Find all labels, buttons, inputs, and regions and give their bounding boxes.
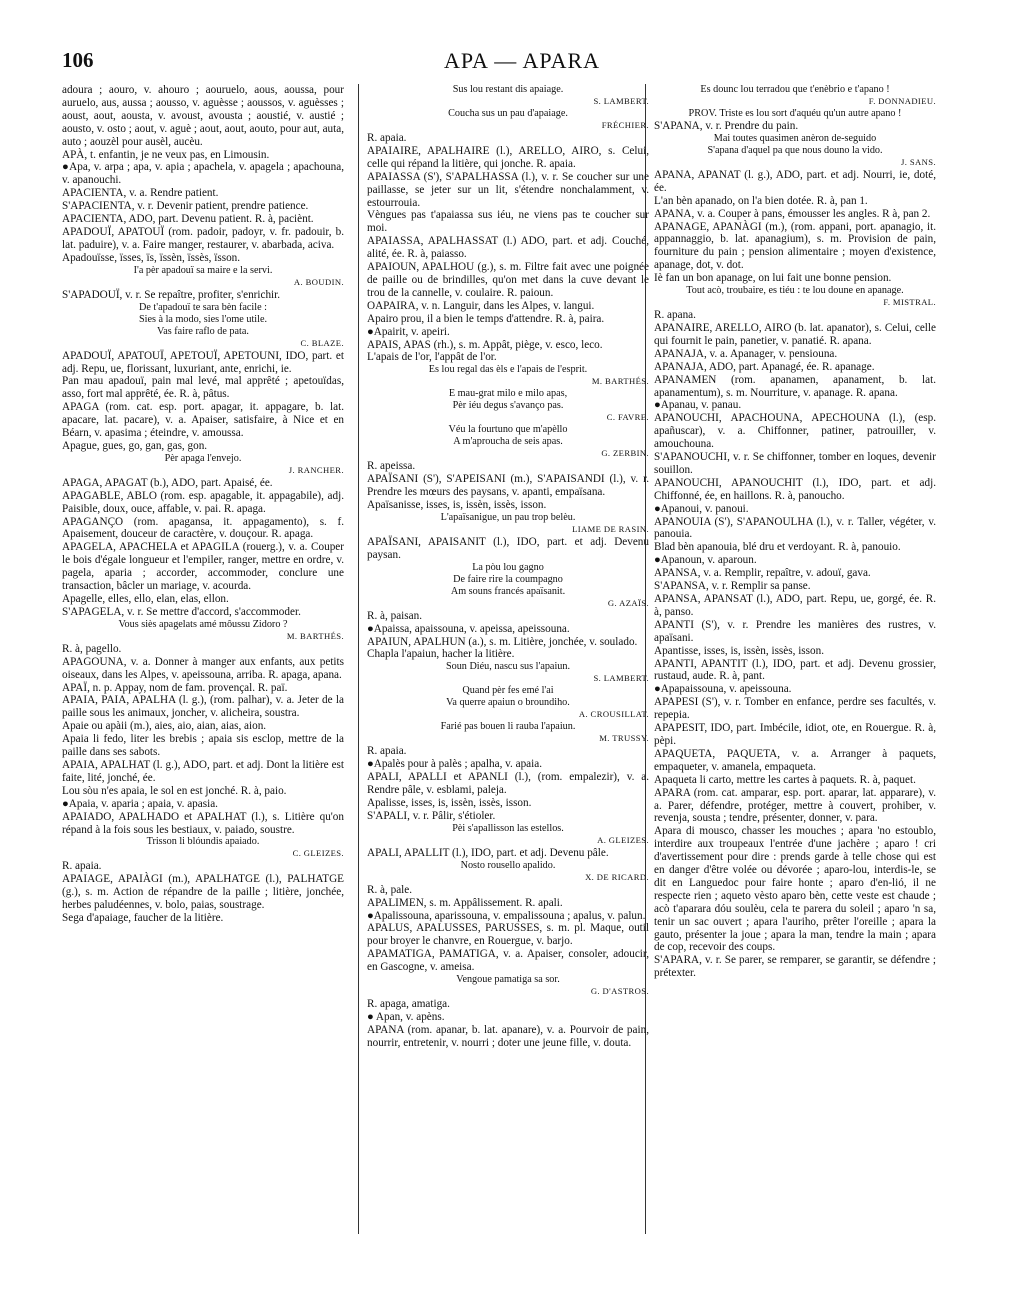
column-rule xyxy=(358,84,359,1234)
dictionary-entry: APANOUCHI, APANOUCHIT (l.), IDO, part. et adj. Chiffonné, ée, en haillons. R. à, panoucho. xyxy=(654,476,936,502)
dictionary-entry: APANSA, v. a. Remplir, repaître, v. adouï, gava. xyxy=(654,567,871,580)
dictionary-entry: Apague, gues, go, gan, gas, gon. xyxy=(62,439,208,452)
dictionary-entry: Vèngues pas t'apaiassa sus iéu, ne viens pas te coucher sur moi. xyxy=(367,209,649,235)
dictionary-entry: APAIA, PAIA, APALHA (l. g.), (rom. palhar), v. a. Jeter de la paille sous les animaux, joncher, v. alicheira, soustra. xyxy=(62,694,344,720)
dictionary-entry: APANOUCHI, APACHOUNA, APECHOUNA (l.), (esp. apañuscar), v. a. Chiffonner, patiner, patrouiller, v. amouchouna. xyxy=(654,412,936,451)
citation-author: M. BARTHÉS. xyxy=(286,630,344,641)
dictionary-entry: APAIAGE, APAIÀGI (m.), APALHATGE (l.), PALHATGE (g.), s. m. Action de répandre de la paille ; litière, jonchée, herbes paludéennes, v. bolo, paias, soustrage. xyxy=(62,873,344,912)
dictionary-entry: APAGABLE, ABLO (rom. esp. apagable, it. appagabile), adj. Paisible, doux, ouce, affable, v. pai. R. apaga. xyxy=(62,489,344,515)
dictionary-entry: APAGA, APAGAT (b.), ADO, part. Apaisé, ée. xyxy=(62,476,273,489)
quote-line: La pòu lou gagno xyxy=(472,561,544,573)
citation-author: S. LAMBERT. xyxy=(593,673,649,684)
dictionary-entry: APAGOUNA, v. a. Donner à manger aux enfants, aux petits oiseaux, dans les Alpes, v. apeissouna, arriba. R. apaga, apana. xyxy=(62,655,344,681)
dictionary-entry: ●Apanoui, v. panoui. xyxy=(654,502,749,515)
quote-line: De faire rire la coumpagno xyxy=(453,573,563,585)
quote-line: Véu la fourtuno que m'apèllo xyxy=(448,424,568,436)
dictionary-entry: S'APALI, v. r. Pâlir, s'étioler. xyxy=(367,809,496,822)
citation-author: S. LAMBERT. xyxy=(593,96,649,106)
citation-author: M. TRUSSY. xyxy=(599,733,649,744)
dictionary-entry: APAÏ, n. p. Appay, nom de fam. provençal. R. paï. xyxy=(62,681,288,694)
quote-line: E mau-grat milo e milo apas, xyxy=(448,388,568,400)
dictionary-entry: ●Apalissouna, aparissouna, v. empalissouna ; apalus, v. palun. xyxy=(367,909,646,922)
quote-line: Pèr iéu degus s'avanço pas. xyxy=(452,400,564,412)
column-left xyxy=(62,84,344,925)
dictionary-entry: Apaqueta li carto, mettre les cartes à paquets. R. à, paquet. xyxy=(654,773,916,786)
column-right xyxy=(654,84,936,980)
dictionary-entry: R. à, pagello. xyxy=(62,642,122,655)
quote-line: Vengoue pamatiga sa sor. xyxy=(456,974,560,986)
dictionary-entry: APAGELA, APACHELA et APAGILA (rouerg.), v. a. Couper le bois d'égale longueur et l'empiler, ranger, mettre en ordre, v. pagela, aparia ; accorder, accommoder, conclure une transaction, bâcler un mariage, v. acourda. xyxy=(62,541,344,593)
citation-author: G. ZERBIN. xyxy=(601,448,649,459)
dictionary-entry: Apairo prou, il a bien le temps d'attendre. R. à, paira. xyxy=(367,312,605,325)
dictionary-entry: S'APADOUÏ, v. r. Se repaître, profiter, s'enrichir. xyxy=(62,288,281,301)
quote-line: I'a pèr apadouï sa maire e la servi. xyxy=(133,264,273,276)
dictionary-entry: APAQUETA, PAQUETA, v. a. Arranger à paquets, empaqueter, v. amanela, empaqueta. xyxy=(654,747,936,773)
quote-line: Soun Diéu, nascu sus l'apaiun. xyxy=(445,661,571,673)
quote-line: Mai toutes quasimen anèron de-seguido xyxy=(713,132,877,144)
running-head: APA — APARA xyxy=(443,48,601,73)
quote-line: Quand pèr fes emé l'ai xyxy=(462,685,554,697)
quote-line: A m'aproucha de seis apas. xyxy=(453,436,563,448)
dictionary-entry: APAIS, APAS (rh.), s. m. Appât, piège, v. esco, leco. xyxy=(367,338,603,351)
dictionary-entry: Apaïsanisse, isses, is, issèn, issès, isson. xyxy=(367,499,547,512)
dictionary-entry: R. apeissa. xyxy=(367,460,416,473)
citation-author: M. BARTHÉS. xyxy=(591,376,649,387)
citation-author: J. SANS. xyxy=(901,156,936,167)
dictionary-entry: APANA, APANAT (l. g.), ADO, part. et adj. Nourri, ie, doté, ée. xyxy=(654,168,936,194)
dictionary-entry: ●Apanau, v. panau. xyxy=(654,399,742,412)
dictionary-entry: APAIA, APALHAT (l. g.), ADO, part. et adj. Dont la litière est faite, lité, jonché, ée. xyxy=(62,758,344,784)
citation-author: FRÉCHIER. xyxy=(601,120,649,130)
dictionary-entry: APANAGE, APANÀGI (m.), (rom. appani, port. apanagio, it. appannaggio, b. lat. apanagium), s. m. Provision de pain, fourniture du pain ; pension alimentaire ; moyen d'existence, apanage, dot, v. dot. xyxy=(654,220,936,272)
dictionary-entry: APANA (rom. apanar, b. lat. apanare), v. a. Pourvoir de pain, nourrir, entretenir, v. nourri ; doter une jeune fille, v. douta. xyxy=(367,1023,649,1049)
dictionary-entry: Sega d'apaiage, faucher de la litière. xyxy=(62,912,224,925)
dictionary-entry: APÀ, t. enfantin, je ne veux pas, en Limousin. xyxy=(62,148,270,161)
citation-author: A. CROUSILLAT. xyxy=(578,709,649,720)
dictionary-entry: Apaie ou apàii (m.), aies, aio, aian, aias, aion. xyxy=(62,720,267,733)
citation-author: C. BLAZE. xyxy=(300,337,344,348)
quote-line: Pèr apaga l'envejo. xyxy=(164,452,242,464)
quote-line: L'apaïsanigue, un pau trop belèu. xyxy=(440,511,576,523)
dictionary-entry: APAIOUN, APALHOU (g.), s. m. Filtre fait avec une poignée de paille ou de brindilles, qu'on met dans la cuve devant le trou de la cannelle, v. coulaire. R. paioun. xyxy=(367,261,649,299)
dictionary-entry: Pan mau apadouï, pain mal levé, mal apprêté ; apetouïdas, asso, fort mal apprêté, ée. R. à, pâtus. xyxy=(62,375,344,401)
dictionary-entry: APALIMEN, s. m. Appâlissement. R. apali. xyxy=(367,896,563,909)
quote-line: PROV. Triste es lou sort d'aquéu qu'un autre apano ! xyxy=(688,108,902,119)
dictionary-entry: ●Apaissa, apaissouna, v. apeissa, apeissouna. xyxy=(367,622,570,635)
dictionary-entry: APANAIRE, ARELLO, AIRO (b. lat. apanator), s. Celui, celle qui fournit le pain, panetier, v. panatié. R. apana. xyxy=(654,321,936,347)
citation-author: X. DE RICARD. xyxy=(585,871,649,882)
dictionary-entry: APAPESIT, IDO, part. Imbécile, idiot, ote, en Rouergue. R. à, pèpi. xyxy=(654,722,936,747)
dictionary-entry: ●Apairit, v. apeiri. xyxy=(367,325,450,338)
dictionary-entry: Blad bèn apanouia, blé dru et verdoyant. R. à, panouio. xyxy=(654,541,901,554)
dictionary-entry: R. apaia. xyxy=(367,745,407,758)
citation-author: C. FAVRE. xyxy=(606,412,649,423)
quote-line: Va querre apaiun o broundiho. xyxy=(446,697,570,709)
dictionary-entry: L'apais de l'or, l'appât de l'or. xyxy=(367,351,497,364)
dictionary-entry: R. à, pale. xyxy=(367,883,413,896)
citation-author: A. BOUDIN. xyxy=(293,276,344,287)
citation-author: G. AZAÏS. xyxy=(607,597,649,608)
dictionary-entry: APAGA (rom. cat. esp. port. apagar, it. appagare, b. lat. apacare, lat. pacare), v. a. Apaiser, satisfaire, à Nice et en Béarn, v. apasima ; éteindre, v. amoussa. xyxy=(62,401,344,440)
dictionary-entry: APADOUÏ, APATOUÏ, APETOUÏ, APETOUNI, IDO, part. et adj. Repu, ue, florissant, luxuriant, ante, enrichi, ie. xyxy=(62,349,344,375)
dictionary-entry: APAIASSA, APALHASSAT (l.) ADO, part. et adj. Couché, alité, ée. R. à, paiasso. xyxy=(367,235,649,261)
quote-line: Sus lou restant dis apaiage. xyxy=(452,84,564,95)
dictionary-entry: S'APARA, v. r. Se parer, se remparer, se garantir, se défendre ; prétexter. xyxy=(654,954,936,980)
dictionary-entry: R. apana. xyxy=(654,309,696,322)
dictionary-entry: Apantisse, isses, is, issèn, issès, isson. xyxy=(654,644,824,657)
quote-line: Trisson li blóundis apaiado. xyxy=(146,836,260,848)
citation-author: F. MISTRAL. xyxy=(883,297,936,308)
dictionary-entry: Iè fan un bon apanage, on lui fait une bonne pension. xyxy=(654,272,892,285)
quote-line: Coucha sus un pau d'apaiage. xyxy=(448,108,568,119)
column-middle xyxy=(367,84,649,1050)
dictionary-entry: APAIASSA (S'), S'APALHASSA (l.), v. r. Se coucher sur une paillasse, se jeter sur un lit, s'étendre nonchalamment, v. estourrouia. xyxy=(367,170,649,209)
quote-line: Es lou regal das èls e l'apais de l'esprit. xyxy=(428,364,588,376)
dictionary-entry: APANAJA, ADO, part. Apanagé, ée. R. apanage. xyxy=(654,360,875,373)
dictionary-entry: ●Apa, v. arpa ; apa, v. apia ; apachela, v. apagela ; apachouna, v. apanouchi. xyxy=(62,161,344,187)
citation-author: LIAME DE RASIN. xyxy=(572,523,649,534)
page-number: 106 xyxy=(62,48,94,72)
dictionary-entry: Apagelle, elles, ello, elan, elas, ellon. xyxy=(62,593,229,605)
dictionary-entry: APAGANÇO (rom. apagansa, it. appagamento), s. f. Apaisement, douceur de caractère, v. douçour. R. apaga. xyxy=(62,515,344,541)
dictionary-entry: APANTI (S'), v. r. Prendre les manières des rustres, v. apaïsani. xyxy=(654,618,936,644)
quote-line: Pèi s'apallisson las estellos. xyxy=(452,822,564,834)
dictionary-entry: APACIENTA, ADO, part. Devenu patient. R. à, paciènt. xyxy=(62,213,314,226)
quote-line: Sies à la modo, sies l'ome utile. xyxy=(138,313,268,325)
quote-line: Farié pas bouen li rauba l'apaiun. xyxy=(440,721,576,733)
dictionary-entry: adoura ; aouro, v. ahouro ; aouruelo, aous, aoussa, pour auruelo, aus, aussa ; aousso, v. aguèsse ; aoussos, v. aguèsses ; aoust, aout, aousta, v. avoust, avousta ; aoustié, v. austié ; aousto, v. osto ; aout, v. aguè ; aout, aout, aouto, pour aut, auta, auto ; aouzèl pour ausèl, aucèu. xyxy=(62,84,344,148)
citation-author: A. GLEIZES. xyxy=(597,834,649,845)
dictionary-entry: APADOUÏ, APATOUÏ (rom. padoir, padoyr, v. fr. padouir, b. lat. paduire), v. a. Faire manger, restaurer, v. abarbada, aciva. xyxy=(62,225,344,251)
quote-line: Vous siès apagelats amé môussu Zidoro ? xyxy=(118,618,288,630)
quote-line: Vas faire raflo de pata. xyxy=(157,325,249,337)
citation-author: J. RANCHER. xyxy=(288,464,344,475)
dictionary-entry: Apaia li fedo, liter les brebis ; apaia sis esclop, mettre de la paille dans ses sabots. xyxy=(62,733,344,759)
dictionary-entry: OAPAIRA, v. n. Languir, dans les Alpes, v. langui. xyxy=(367,299,595,312)
dictionary-entry: R. apaia. xyxy=(62,860,102,873)
dictionary-entry: APARA (rom. cat. amparar, esp. port. aparar, lat. apparare), v. a. Parer, défendre, protéger, mettre à couvert, prohiber, v. revenja, sousta ; tendre, présenter, donner, v. para. xyxy=(654,786,936,825)
dictionary-entry: APANTI, APANTIT (l.), IDO, part. et adj. Devenu grossier, rustaud, aude. R. à, pant. xyxy=(654,657,936,683)
dictionary-entry: ●Apalès pour à palès ; apalha, v. apaia. xyxy=(367,758,543,771)
dictionary-entry: Lou sòu n'es apaia, le sol en est jonché. R. à, paio. xyxy=(62,784,287,797)
dictionary-entry: S'APANOUCHI, v. r. Se chiffonner, tomber en loques, devenir souillon. xyxy=(654,451,936,476)
dictionary-entry: APACIENTA, v. a. Rendre patient. xyxy=(62,187,219,200)
dictionary-entry: Apadouïsse, ïsses, ïs, ïssèn, ïssès, ïsson. xyxy=(62,251,241,264)
dictionary-entry: ●Apaia, v. aparia ; apaia, v. apasia. xyxy=(62,797,218,810)
quote-line: Am souns francés apaïsanit. xyxy=(450,585,566,597)
dictionary-entry: APANAMEN (rom. apanamen, apanament, b. lat. apanamentum), s. m. Nourriture, v. apanage. R. apana. xyxy=(654,373,936,399)
quote-line: Tout acò, troubaire, es tiéu : te lou doune en apanage. xyxy=(686,285,904,297)
dictionary-entry: ● Apan, v. apèns. xyxy=(367,1010,445,1023)
dictionary-entry: APAIADO, APALHADO et APALHAT (l.), s. Litière qu'on répand à la fois sous les bestiaux, v. paiado, soustre. xyxy=(62,810,344,836)
dictionary-entry: S'APAGELA, v. r. Se mettre d'accord, s'accommoder. xyxy=(62,605,301,618)
dictionary-entry: R. apaia. xyxy=(367,132,407,144)
dictionary-entry: APAPESI (S'), v. r. Tomber en enfance, perdre ses facultés, v. repepia. xyxy=(654,696,936,722)
dictionary-entry: S'APANSA, v. r. Remplir sa panse. xyxy=(654,580,811,593)
quote-line: Es dounc lou terradou que t'enèbrio e t'apano ! xyxy=(700,84,890,95)
dictionary-entry: APAÏSANI (S'), S'APEISANI (m.), S'APAISANDI (l.), v. r. Prendre les mœurs des paysans, v. apanti, empaïsana. xyxy=(367,473,649,499)
quote-line: Nosto rousello apalido. xyxy=(460,859,556,871)
dictionary-entry: APALI, APALLIT (l.), IDO, part. et adj. Devenu pâle. xyxy=(367,846,609,859)
dictionary-entry: R. à, paisan. xyxy=(367,609,422,622)
dictionary-entry: APAIUN, APALHUN (a.), s. m. Litière, jonchée, v. soulado. xyxy=(367,635,638,648)
dictionary-entry: R. apaga, amatiga. xyxy=(367,998,450,1011)
dictionary-entry: L'an bèn apanado, on l'a bien dotée. R. à, pan 1. xyxy=(654,194,868,207)
dictionary-entry: Chapla l'apaiun, hacher la litière. xyxy=(367,648,515,661)
dictionary-entry: APAMATIGA, PAMATIGA, v. a. Apaiser, consoler, adoucir, en Gascogne, v. ameisa. xyxy=(367,948,649,974)
dictionary-entry: ●Apanoun, v. aparoun. xyxy=(654,554,757,567)
quote-line: S'apana d'aquel pa que nous douno la vido. xyxy=(707,144,883,156)
dictionary-entry: S'APANA, v. r. Prendre du pain. xyxy=(654,120,799,132)
quote-line: De t'apadouï te sara bèn facile : xyxy=(139,301,267,313)
page-header xyxy=(62,48,982,78)
dictionary-entry: S'APACIENTA, v. r. Devenir patient, prendre patience. xyxy=(62,200,309,213)
dictionary-entry: Apara di mousco, chasser les mouches ; apara 'no estoublo, interdire aux troupeaux l'entrée d'une jachère ; aparo ! cri d'avertissement pour dire : prends garde à telle chose qui est en danger d'être volée ou dévorée ; aparo-lou, interdis-le, se dit en Languedoc pour faire honte ; aparo d'en-lió, il ne respecte rien ; aqueto vèsto aparo bèn, cette veste est chaude ; acò t'aparara dóu soulèu, cela te parera du soleil ; aparo 'n sa, tenir un sac ouvert ; apara l'auriho, prêter l'oreille ; apara la gauto, présenter la joue ; apara la man, tendre la main ; apara de cop, recevoir des coups. xyxy=(654,825,936,954)
dictionary-entry: APAÏSANI, APAISANIT (l.), IDO, part. et adj. Devenu paysan. xyxy=(367,535,649,561)
dictionary-entry: APALUS, APALUSSES, PARUSSES, s. m. pl. Maque, outil pour broyer le chanvre, en Rouergue, v. barjo. xyxy=(367,922,649,948)
dictionary-entry: APANA, v. a. Couper à pans, émousser les angles. R à, pan 2. xyxy=(654,207,931,220)
dictionary-entry: ●Apapaissouna, v. apeissouna. xyxy=(654,683,792,696)
citation-author: G. D'ASTROS. xyxy=(590,986,649,997)
dictionary-entry: APALI, APALLI et APANLI (l.), (rom. empalezir), v. a. Rendre pâle, v. esblami, paleja. xyxy=(367,771,649,797)
dictionary-entry: APAIAIRE, APALHAIRE (l.), ARELLO, AIRO, s. Celui, celle qui répand la litière, qui jonche. R. apaia. xyxy=(367,144,649,170)
citation-author: F. DONNADIEU. xyxy=(868,96,936,106)
citation-author: C. GLEIZES. xyxy=(292,848,344,859)
dictionary-entry: APANAJA, v. a. Apanager, v. pensiouna. xyxy=(654,347,838,360)
dictionary-entry: APANOUIA (S'), S'APANOULHA (l.), v. r. Taller, végéter, v. panouia. xyxy=(654,515,936,541)
dictionary-entry: Apalisse, isses, is, issèn, issès, isson. xyxy=(367,797,532,809)
dictionary-entry: APANSA, APANSAT (l.), ADO, part. Repu, ue, gorgé, ée. R. à, panso. xyxy=(654,593,936,618)
